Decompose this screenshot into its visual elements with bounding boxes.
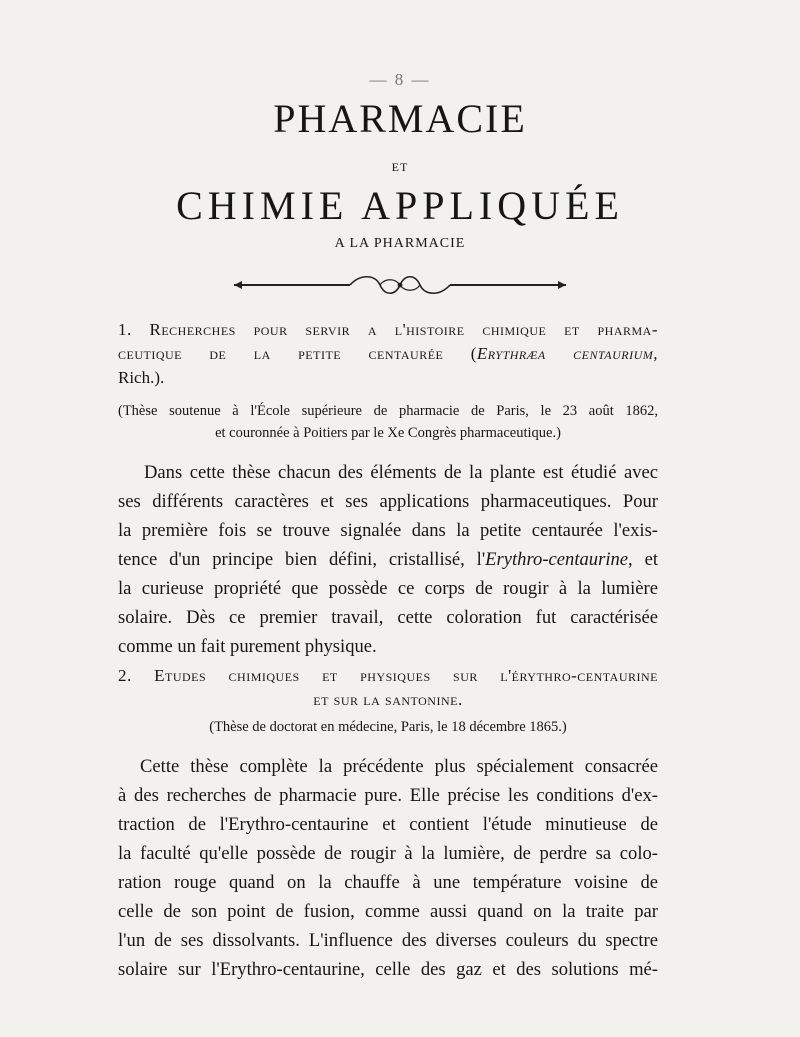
paragraph-line: la faculté qu'elle possède de rougir à la lumière, de perdre sa colo- bbox=[118, 843, 658, 864]
section-2-paragraph bbox=[118, 752, 658, 984]
section-2-heading bbox=[118, 664, 658, 712]
paragraph-line: Cette thèse complète la précédente plus spécialement consacrée bbox=[140, 756, 658, 777]
section-1-heading-line-1: 1. Recherches pour servir a l'histoire chimique et pharma- bbox=[118, 320, 658, 339]
subtitle: A LA PHARMACIE bbox=[334, 236, 466, 251]
page-number: — 8 — bbox=[369, 70, 431, 89]
compound-name: Erythro-centaurine bbox=[485, 549, 629, 570]
paragraph-line: la première fois se trouve signalée dans la petite centaurée l'exis- bbox=[118, 520, 658, 541]
paragraph-line: solaire. Dès ce premier travail, cette coloration fut caractérisée bbox=[118, 607, 658, 628]
paragraph-line: ses différents caractères et ses applications pharmaceutiques. Pour bbox=[118, 491, 658, 512]
paragraph-line: solaire sur l'Erythro-centaurine, celle des gaz et des solutions mé- bbox=[118, 959, 658, 980]
section-2-heading-line-2: et sur la santonine. bbox=[313, 690, 463, 709]
paragraph-line: celle de son point de fusion, comme aussi quand on la traite par bbox=[118, 901, 658, 922]
section-1-heading-line-2 bbox=[118, 342, 658, 366]
section-1-heading-line-3: Rich.). bbox=[118, 368, 165, 387]
paragraph-line: Dans cette thèse chacun des éléments de la plante est étudié avec bbox=[144, 462, 658, 483]
section-1-note-line-1: (Thèse soutenue à l'École supérieure de pharmacie de Paris, le 23 août 1862, bbox=[118, 403, 658, 419]
paragraph-line: l'un de ses dissolvants. L'influence des diverses couleurs du spectre bbox=[118, 930, 658, 951]
section-2-note-line: (Thèse de doctorat en médecine, Paris, le 18 décembre 1865.) bbox=[209, 719, 567, 735]
paragraph-line-text: tence d'un principe bien défini, cristallisé, l' bbox=[118, 549, 486, 570]
title-connector: ET bbox=[391, 160, 409, 174]
paragraph-line-text: , et bbox=[628, 549, 658, 570]
section-1-note bbox=[118, 400, 658, 444]
paragraph-line: à des recherches de pharmacie pure. Elle précise les conditions d'ex- bbox=[118, 785, 658, 806]
paragraph-line: ration rouge quand on la chauffe à une température voisine de bbox=[118, 872, 658, 893]
section-1-heading-line-2-text: ceutique de la petite centaurée ( bbox=[118, 344, 477, 363]
section-2-note bbox=[118, 716, 658, 738]
second-title: CHIMIE APPLIQUÉE bbox=[176, 183, 624, 228]
section-1-heading bbox=[118, 318, 658, 390]
paragraph-line: traction de l'Erythro-centaurine et contient l'étude minutieuse de bbox=[118, 814, 658, 835]
paragraph-line: comme un fait purement physique. bbox=[118, 636, 377, 657]
section-1-note-line-2: et couronnée à Poitiers par le Xe Congrès pharmaceutique.) bbox=[215, 425, 561, 441]
section-1-paragraph bbox=[118, 458, 658, 661]
main-title: PHARMACIE bbox=[273, 96, 527, 141]
paragraph-line bbox=[118, 545, 658, 574]
latin-species-name: Erythræa centaurium, bbox=[476, 344, 659, 363]
section-2-heading-line-1: 2. Etudes chimiques et physiques sur l'érythro-centaurine bbox=[118, 666, 658, 685]
paragraph-line: la curieuse propriété que possède ce corps de rougir à la lumière bbox=[118, 578, 658, 599]
ornament-divider-icon bbox=[230, 270, 570, 300]
